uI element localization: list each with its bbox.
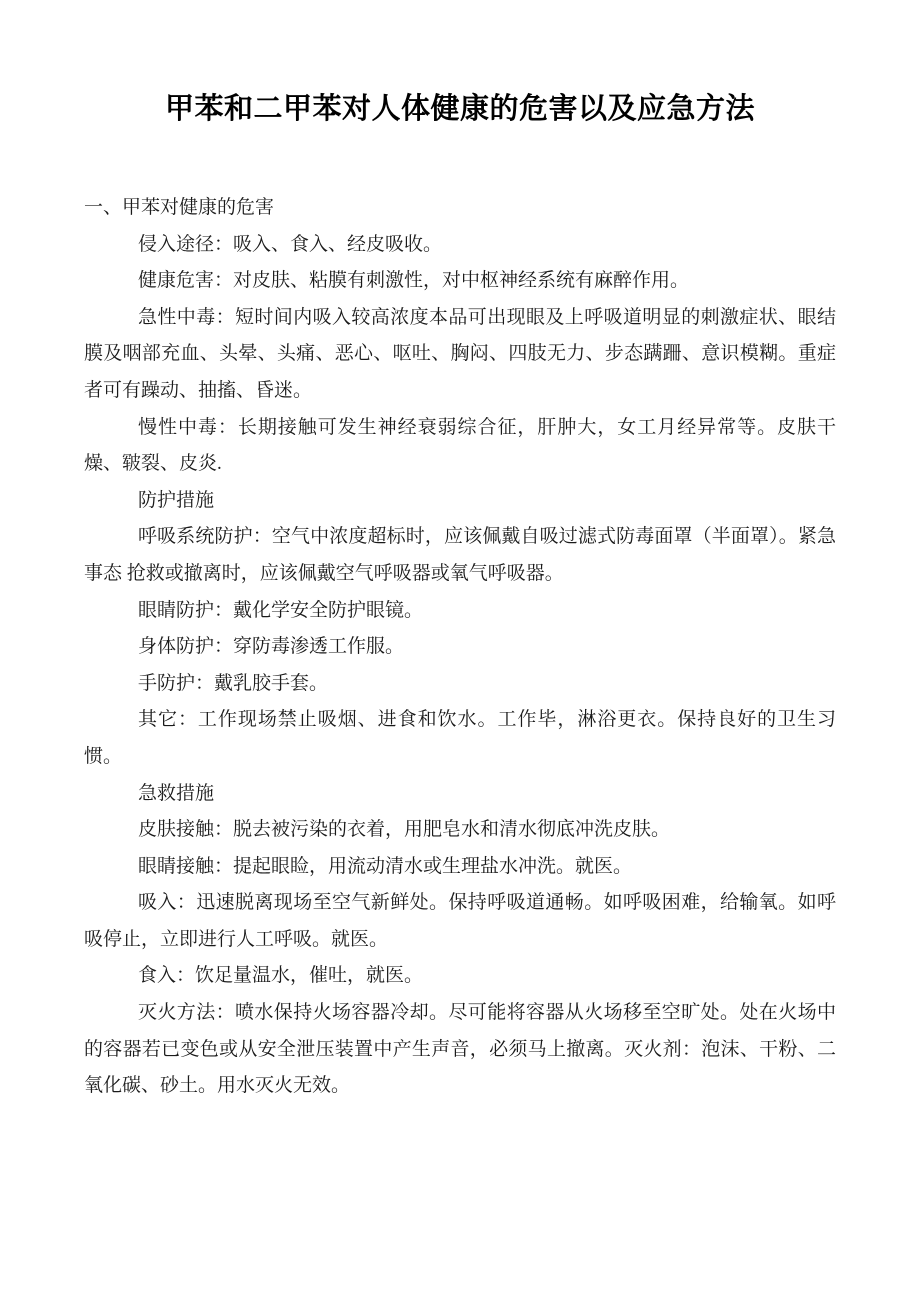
- subheading-protective-measures: 防护措施: [138, 489, 215, 511]
- section-heading-toluene-hazards: 一、甲苯对健康的危害: [84, 197, 275, 218]
- paragraph-skin-contact: 皮肤接触：脱去被污染的衣着，用肥皂水和清水彻底冲洗皮肤。: [138, 819, 671, 841]
- paragraph-exposure-routes: 侵入途径：吸入、食入、经皮吸收。: [138, 233, 443, 255]
- paragraph-inhalation: 吸入：迅速脱离现场至空气新鲜处。保持呼吸道通畅。如呼吸困难，给输氧。如呼吸停止，立即进行人工呼吸。就医。: [84, 892, 836, 950]
- paragraph-hand-protection: 手防护：戴乳胶手套。: [138, 672, 329, 694]
- paragraph-chronic-poisoning: 慢性中毒：长期接触可发生神经衰弱综合征，肝肿大，女工月经异常等。皮肤干燥、皲裂、皮炎.: [84, 416, 836, 475]
- paragraph-eye-protection: 眼睛防护：戴化学安全防护眼镜。: [138, 599, 424, 621]
- subheading-first-aid-measures: 急救措施: [138, 782, 215, 804]
- document-title: 甲苯和二甲苯对人体健康的危害以及应急方法: [164, 93, 755, 125]
- paragraph-eye-contact: 眼睛接触：提起眼睑，用流动清水或生理盐水冲洗。就医。: [138, 855, 633, 877]
- paragraph-respiratory-protection: 呼吸系统防护：空气中浓度超标时，应该佩戴自吸过滤式防毒面罩（半面罩）。紧急事态 抢救或撤离时，应该佩戴空气呼吸器或氧气呼吸器。: [84, 526, 836, 584]
- paragraph-health-hazards: 健康危害：对皮肤、粘膜有刺激性，对中枢神经系统有麻醉作用。: [138, 270, 690, 292]
- paragraph-body-protection: 身体防护：穿防毒渗透工作服。: [138, 636, 405, 658]
- paragraph-other-protection: 其它：工作现场禁止吸烟、进食和饮水。工作毕，淋浴更衣。保持良好的卫生习惯。: [84, 709, 836, 767]
- paragraph-ingestion: 食入：饮足量温水，催吐，就医。: [138, 965, 424, 987]
- paragraph-acute-poisoning: 急性中毒：短时间内吸入较高浓度本品可出现眼及上呼吸道明显的刺激症状、眼结膜及咽部充血、头晕、头痛、恶心、呕吐、胸闷、四肢无力、步态蹒跚、意识模糊。重症者可有躁动、抽搐、昏迷。: [84, 306, 836, 401]
- document-body: [84, 190, 836, 1105]
- paragraph-fire-fighting: 灭火方法：喷水保持火场容器冷却。尽可能将容器从火场移至空旷处。处在火场中的容器若已变色或从安全泄压装置中产生声音，必须马上撤离。灭火剂：泡沫、干粉、二氧化碳、砂土。用水灭火无效。: [84, 1002, 836, 1097]
